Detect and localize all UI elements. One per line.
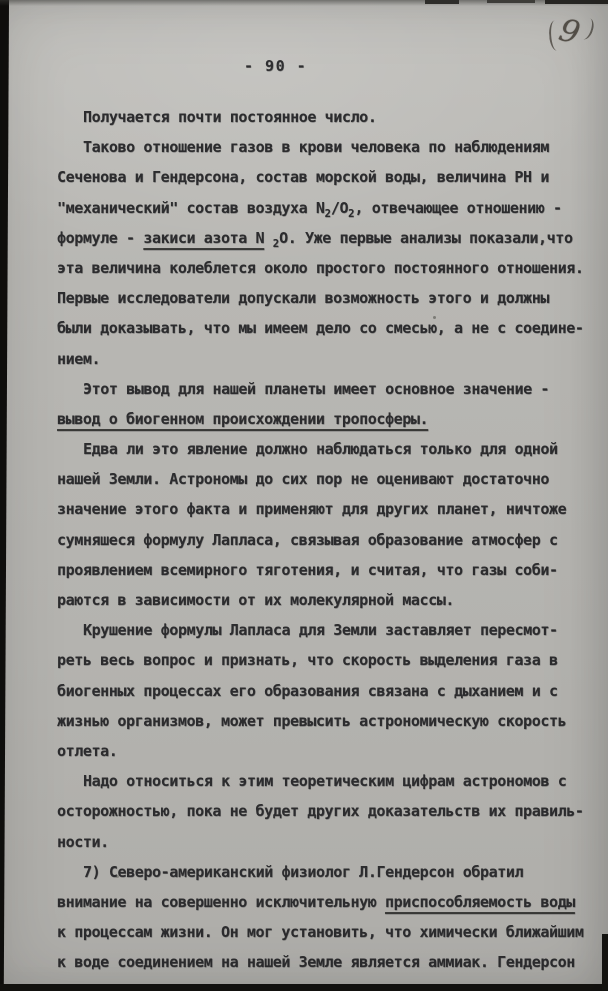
text-segment: Едва ли это явление должно наблюдаться только для одной — [83, 440, 558, 459]
text-line — [57, 766, 599, 796]
text-line — [57, 857, 599, 887]
text-segment-sub: 2 — [324, 207, 331, 220]
text-line — [57, 706, 599, 736]
text-segment: внимание на совершенно исключительную — [57, 892, 385, 911]
handwritten-page-mark — [543, 8, 597, 69]
text-line — [57, 525, 599, 555]
scan-edge-top-segment — [487, 0, 535, 3]
ink-speck — [116, 875, 119, 878]
text-segment: ности. — [57, 832, 109, 851]
text-segment: эта величина колеблется около простого постоянного отношения. — [57, 258, 584, 277]
text-segment: сумняшеся формулу Лапласа, связывая образование атмосфер с — [57, 530, 558, 549]
text-segment: /O — [330, 198, 349, 217]
text-line — [57, 193, 599, 223]
scan-edge-left — [0, 0, 9, 991]
text-line — [57, 313, 599, 343]
text-line — [57, 374, 599, 404]
text-segment-sub: 2 — [272, 237, 280, 250]
text-segment: O. Уже первые анализы показали,что — [279, 228, 573, 247]
text-segment: , отвечающее отношению - — [354, 198, 562, 217]
scan-edge-right-bottom — [602, 934, 608, 991]
text-line — [57, 223, 599, 253]
text-line — [57, 344, 599, 374]
text-segment: 7) Северо-американский физиолог Л.Гендерсон обратил — [83, 862, 524, 881]
text-segment: формуле - — [57, 228, 144, 247]
text-line — [57, 253, 599, 283]
ink-speck — [433, 316, 436, 319]
text-line — [57, 434, 599, 464]
text-line — [57, 464, 599, 494]
text-line — [57, 947, 599, 977]
text-segment: Получается почти постоянное число. — [83, 108, 377, 126]
text-segment-sub: 2 — [348, 207, 355, 220]
text-line — [57, 796, 599, 826]
page-number: - 90 - — [244, 57, 308, 75]
text-segment: отлета. — [57, 741, 118, 760]
text-line — [57, 283, 599, 313]
text-segment: Надо относиться к этим теоретическим цифрам астрономов с — [83, 772, 567, 791]
text-line — [57, 555, 599, 585]
text-segment: раются в зависимости от их молекулярной массы. — [57, 591, 455, 609]
text-segment-underline: приспособляемость воды — [384, 892, 575, 911]
text-segment: Первые исследователи допускали возможность этого и должны — [57, 289, 549, 308]
scan-edge-top-segment — [425, 0, 459, 4]
text-segment-underline: закиси азота N — [143, 228, 265, 247]
text-line — [57, 676, 599, 706]
text-segment: Этот вывод для нашей планеты имеет основное значение - — [83, 379, 550, 398]
text-segment: значение этого факта и применяют для других планет, ничтоже — [57, 500, 567, 519]
text-line — [57, 494, 599, 524]
text-segment: осторожностью, пока не будет других доказательств их правиль- — [57, 802, 584, 821]
text-segment: биогенных процессах его образования связана с дыханием и с — [57, 681, 558, 700]
scan-edge-bottom — [0, 984, 608, 991]
scan-edge-top-segment — [545, 0, 608, 4]
text-line — [57, 827, 599, 857]
text-line — [57, 102, 599, 132]
text-segment: были доказывать, что мы имеем дело со смесью, а не с соедине- — [57, 319, 584, 338]
typewritten-text-block — [57, 102, 599, 977]
text-segment — [264, 229, 273, 247]
text-segment: к процессам жизни. Он мог установить, что химически ближайшим — [57, 923, 584, 942]
text-segment: нием. — [57, 349, 101, 368]
text-segment: Сеченова и Гендерсона, состав морской воды, величина РН и — [57, 168, 549, 187]
text-segment: нашей Земли. Астрономы до сих пор не оценивают достаточно — [57, 470, 549, 489]
text-line — [57, 585, 599, 615]
text-segment: Крушение формулы Лапласа для Земли заставляет пересмот- — [83, 621, 558, 640]
text-segment: Таково отношение газов в крови человека по наблюдениям — [83, 138, 550, 157]
text-segment: реть весь вопрос и признать, что скорость выделения газа в — [57, 651, 558, 670]
text-segment: к воде соединением на нашей Земле является аммиак. Гендерсон — [57, 953, 575, 972]
text-line — [57, 404, 599, 434]
text-line — [57, 162, 599, 192]
text-line — [57, 615, 599, 645]
text-segment: проявлением всемирного тяготения, и считая, что газы соби- — [57, 560, 558, 579]
handwritten-digit: 9 — [555, 11, 584, 52]
text-line — [57, 132, 599, 162]
text-segment: жизнью организмов, может превысить астрономическую скорость — [57, 711, 567, 730]
text-segment: "механический" состав воздуха N — [57, 198, 325, 217]
text-line — [57, 736, 599, 766]
text-segment-underline: вывод о биогенном происхождении тропосферы. — [57, 409, 429, 428]
text-line — [57, 645, 599, 675]
text-line — [57, 917, 599, 947]
text-line — [57, 887, 599, 917]
